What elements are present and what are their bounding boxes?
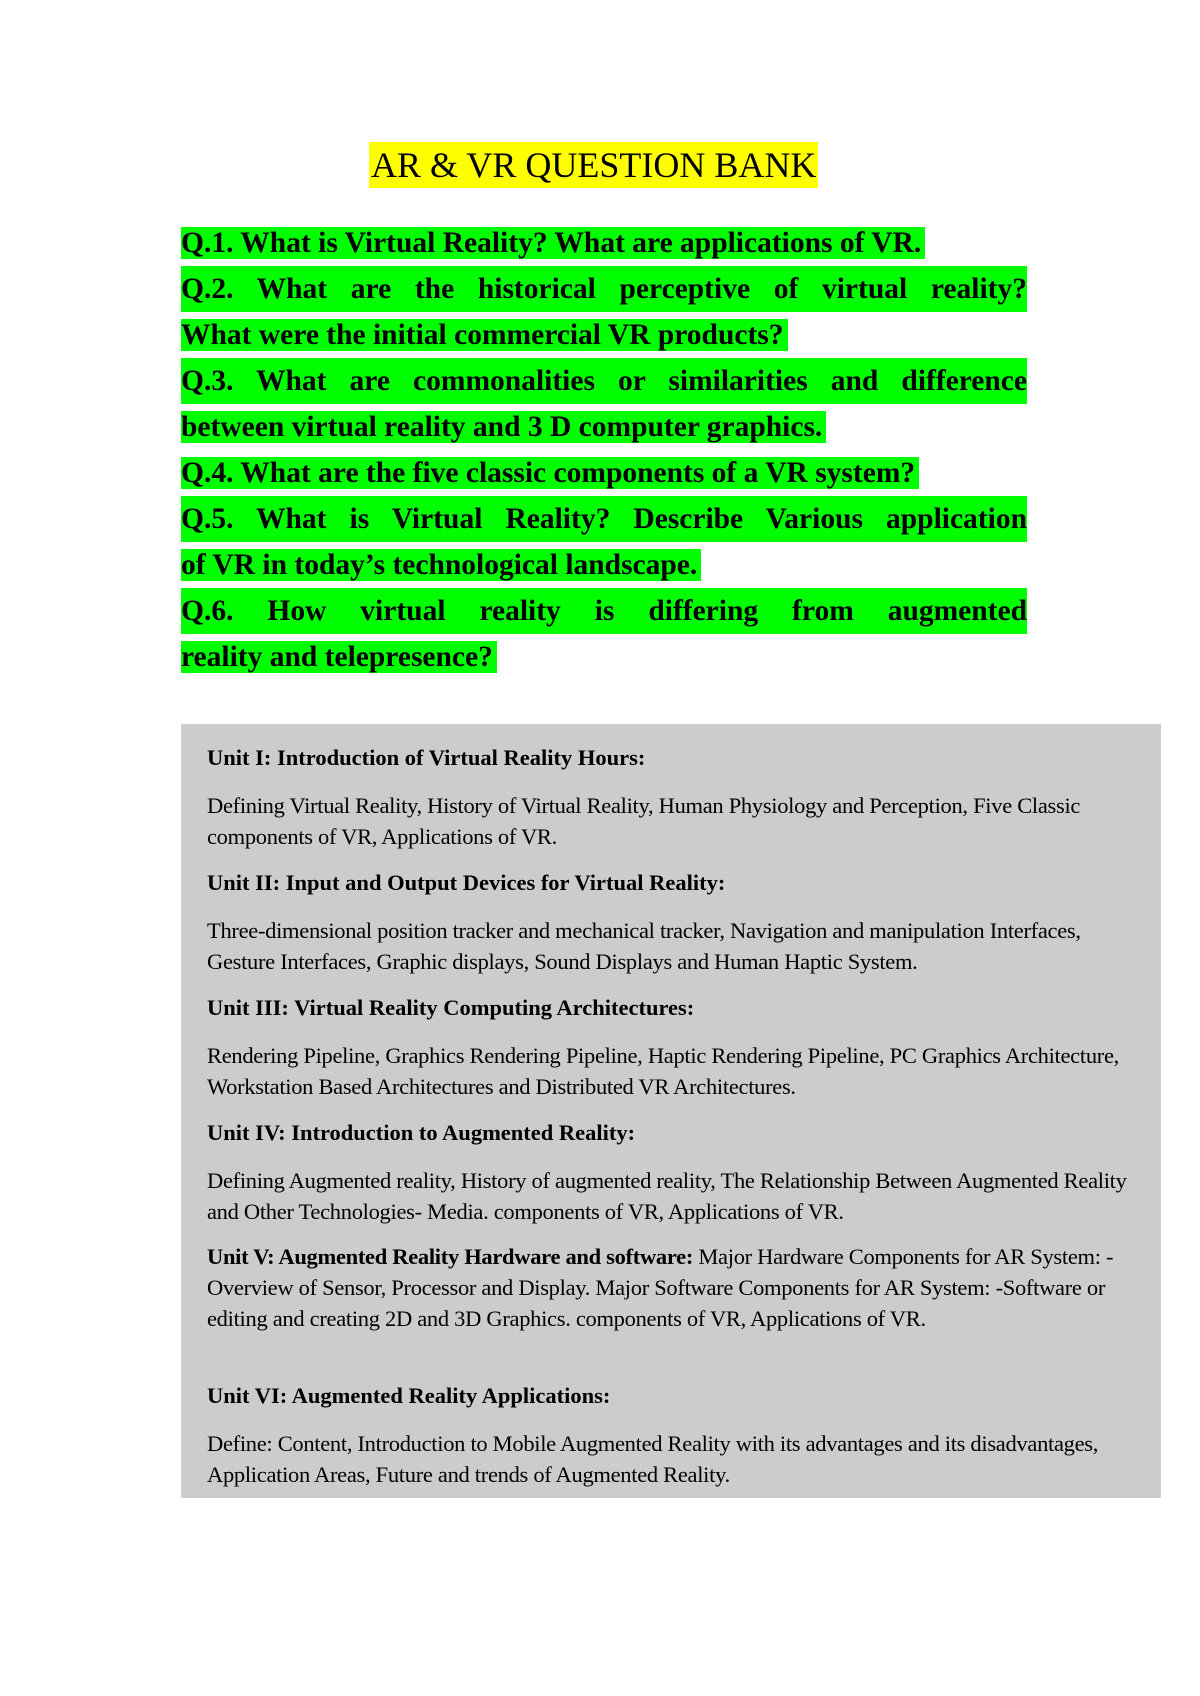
question-line: Q.3. What are commonalities or similarities and difference bbox=[181, 358, 1027, 404]
question-line: between virtual reality and 3 D computer graphics. bbox=[181, 404, 1027, 450]
question-line: Q.6. How virtual reality is differing from augmented bbox=[181, 588, 1027, 634]
unit-body: Three-dimensional position tracker and mechanical tracker, Navigation and manipulation Interfaces, Gesture Interfaces, Graphic displays, Sound Displays and Human Haptic System. bbox=[207, 918, 1081, 974]
question-line: What were the initial commercial VR products? bbox=[181, 312, 1027, 358]
unit-body: Rendering Pipeline, Graphics Rendering Pipeline, Haptic Rendering Pipeline, PC Graphics Architecture, Workstation Based Architectures and Distributed VR Architectures. bbox=[207, 1043, 1119, 1099]
unit-body-text: Major Hardware Components for AR System: - Overview of Sensor, Processor and Display. Major Software Components for AR System: -Software or editing and creating 2D and 3D Graphics. components of VR, Applications of VR. bbox=[207, 1244, 1114, 1331]
unit-body: Defining Augmented reality, History of augmented reality, The Relationship Between Augmented Reality and Other Technologies- Media. components of VR, Applications of VR. bbox=[207, 1168, 1127, 1224]
syllabus-unit bbox=[207, 1380, 1137, 1490]
unit-heading: Unit V: Augmented Reality Hardware and software: bbox=[207, 1244, 694, 1269]
question-line: Q.4. What are the five classic components of a VR system? bbox=[181, 450, 1027, 496]
question-line: Q.1. What is Virtual Reality? What are applications of VR. bbox=[181, 220, 1027, 266]
unit-heading: Unit III: Virtual Reality Computing Architectures: bbox=[207, 995, 695, 1020]
syllabus-unit bbox=[207, 1241, 1137, 1334]
unit-body: Define: Content, Introduction to Mobile Augmented Reality with its advantages and its disadvantages, Application Areas, Future and trends of Augmented Reality. bbox=[207, 1431, 1099, 1487]
question-line: Q.5. What is Virtual Reality? Describe Various application bbox=[181, 496, 1027, 542]
unit-heading: Unit II: Input and Output Devices for Virtual Reality: bbox=[207, 870, 726, 895]
unit-heading: Unit IV: Introduction to Augmented Reality: bbox=[207, 1120, 636, 1145]
syllabus-box bbox=[181, 724, 1161, 1498]
question-line: of VR in today’s technological landscape. bbox=[181, 542, 1027, 588]
question-list bbox=[181, 220, 1027, 680]
question-line: reality and telepresence? bbox=[181, 634, 1027, 680]
syllabus-unit bbox=[207, 1117, 1137, 1227]
syllabus-unit bbox=[207, 992, 1137, 1102]
unit-body bbox=[207, 1241, 1137, 1334]
unit-body: Defining Virtual Reality, History of Virtual Reality, Human Physiology and Perception, Five Classic components of VR, Applications of VR. bbox=[207, 793, 1081, 849]
syllabus-unit bbox=[207, 867, 1137, 977]
unit-heading: Unit I: Introduction of Virtual Reality Hours: bbox=[207, 745, 646, 770]
page-title: AR & VR QUESTION BANK bbox=[369, 142, 818, 188]
syllabus-unit bbox=[207, 742, 1137, 852]
question-line: Q.2. What are the historical perceptive of virtual reality? bbox=[181, 266, 1027, 312]
unit-heading: Unit VI: Augmented Reality Applications: bbox=[207, 1383, 611, 1408]
